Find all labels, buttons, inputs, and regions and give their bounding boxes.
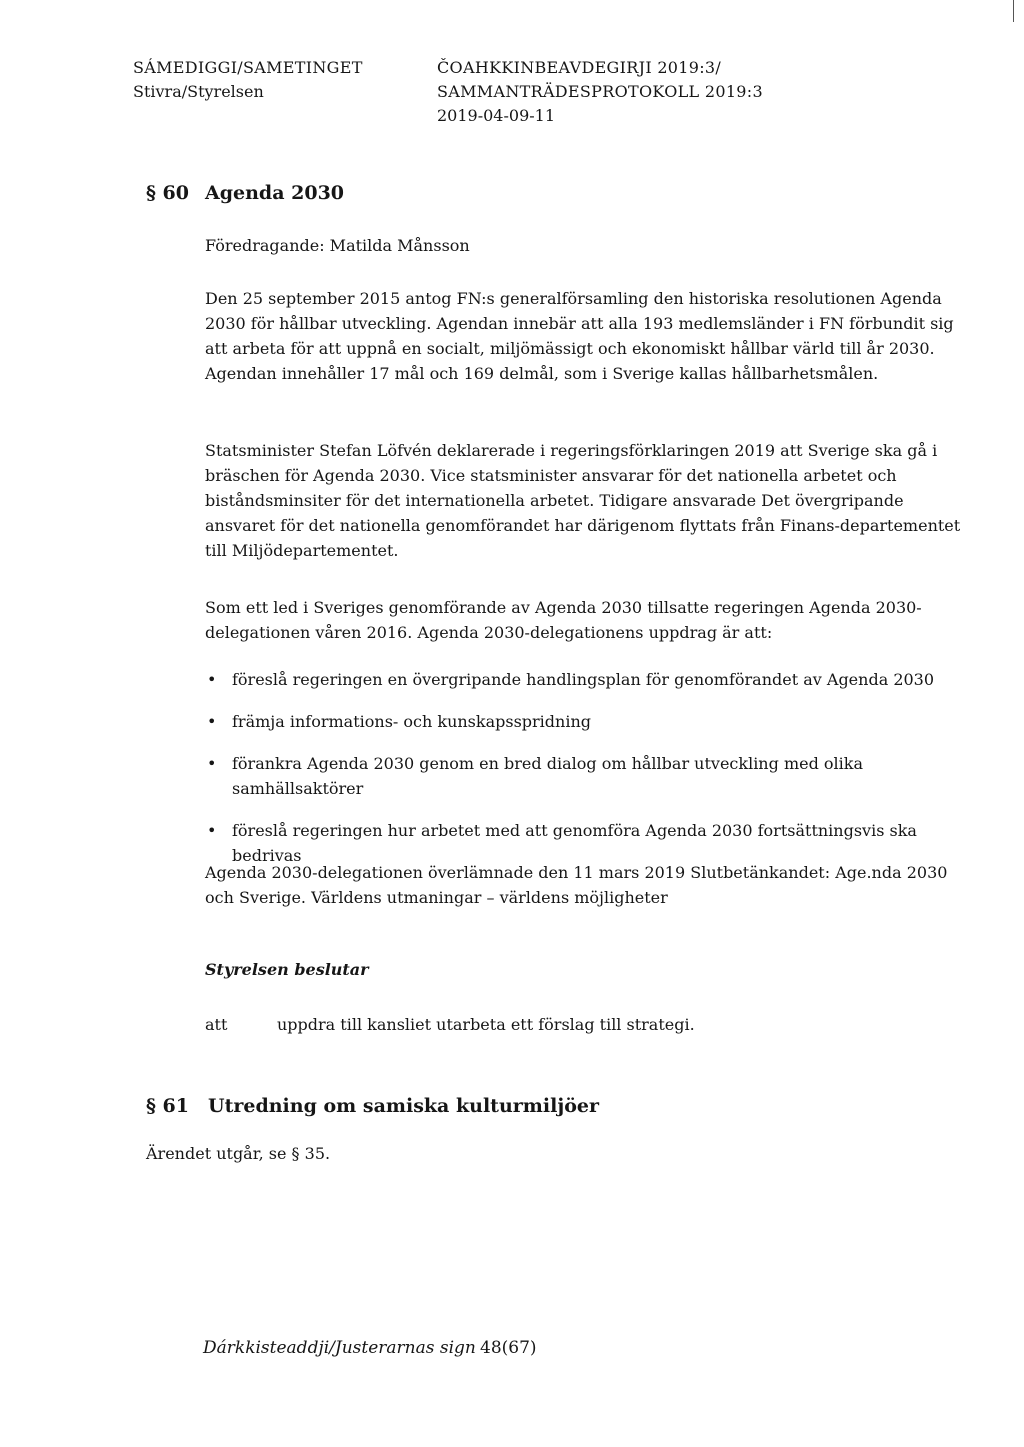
list-item: • föreslå regeringen en övergripande handlingsplan för genomförandet av Agenda 2030	[205, 667, 965, 692]
board-name: Stivra/Styrelsen	[133, 82, 264, 101]
header-right	[437, 56, 763, 128]
decision-text: uppdra till kansliet utarbeta ett förslag till strategi.	[277, 1015, 695, 1034]
organization-name: SÁMEDIGGI/SAMETINGET	[133, 58, 363, 77]
section-61-title: Utredning om samiska kulturmiljöer	[208, 1095, 599, 1117]
page-number: 48(67)	[480, 1338, 537, 1358]
decision-heading: Styrelsen beslutar	[205, 960, 369, 979]
protocol-title-sami: ČOAHKKINBEAVDEGIRJI 2019:3/	[437, 58, 722, 77]
list-item: • främja informations- och kunskapsspridning	[205, 709, 965, 734]
presenter-line: Föredragande: Matilda Månsson	[205, 236, 470, 255]
section-61-number: § 61	[146, 1095, 189, 1117]
list-item: • förankra Agenda 2030 genom en bred dialog om hållbar utveckling med olika samhällsaktörer	[205, 751, 965, 801]
paragraph-4: Agenda 2030-delegationen överlämnade den 11 mars 2019 Slutbetänkandet: Age.nda 2030 och Sverige. Världens utmaningar – världens möjligheter	[205, 863, 948, 907]
header-left	[133, 56, 363, 104]
paragraph-1: Den 25 september 2015 antog FN:s generalförsamling den historiska resolutionen Agenda 2030 för hållbar utveckling. Agendan innebär att alla 193 medlemsländer i FN förbundit sig att arbeta för att uppnå en socialt, miljömässigt och ekonomiskt hållbar värld till år 2030. Agendan innehåller 17 mål och 169 delmål, som i Sverige kallas hållbarhetsmålen.	[205, 289, 954, 383]
decision-line	[205, 1015, 695, 1034]
section-60-title: Agenda 2030	[205, 182, 345, 204]
protocol-title-swedish: SAMMANTRÄDESPROTOKOLL 2019:3	[437, 82, 763, 101]
section-61-heading	[146, 1095, 599, 1117]
signature-label: Dárkkisteaddji/Justerarnas sign	[203, 1338, 476, 1358]
decision-att: att	[205, 1015, 228, 1034]
assignment-list	[205, 667, 965, 885]
meeting-dates: 2019-04-09-11	[437, 106, 556, 125]
section-60-heading	[146, 182, 345, 204]
page-edge-mark	[1013, 0, 1014, 22]
section-61-text: Ärendet utgår, se § 35.	[146, 1144, 331, 1163]
section-60-number: § 60	[146, 182, 189, 204]
paragraph-2: Statsminister Stefan Löfvén deklarerade i regeringsförklaringen 2019 att Sverige ska gå i bräschen för Agenda 2030. Vice statsminister ansvarar för det nationella arbetet och biståndsminsiter för det internationella arbetet. Tidigare ansvarade Det övergripande ansvaret för det nationella genomförandet har därigenom flyttats från Finans-departementet till Miljödepartementet.	[205, 441, 961, 560]
paragraph-3: Som ett led i Sveriges genomförande av Agenda 2030 tillsatte regeringen Agenda 2030-delegationen våren 2016. Agenda 2030-delegationens uppdrag är att:	[205, 598, 922, 642]
list-item: • föreslå regeringen hur arbetet med att genomföra Agenda 2030 fortsättningsvis ska bedrivas	[205, 818, 965, 868]
